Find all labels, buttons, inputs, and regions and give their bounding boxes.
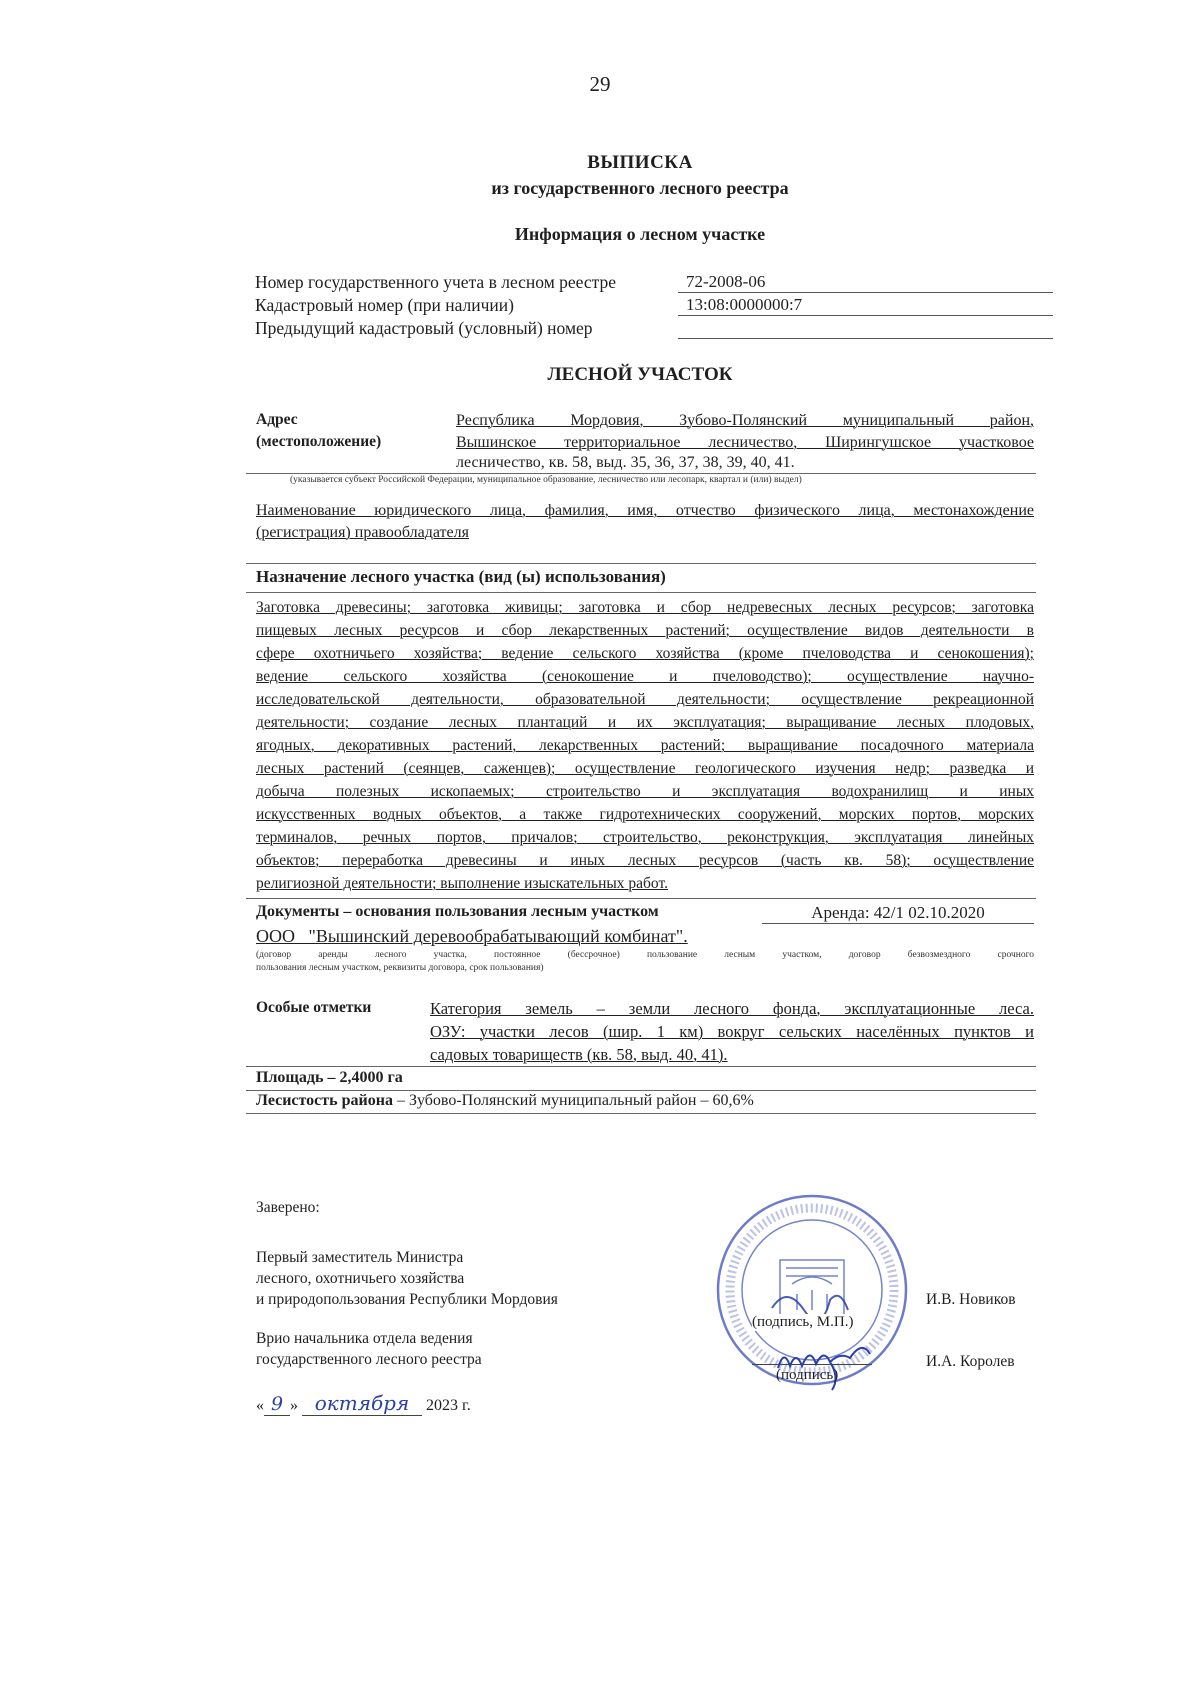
documents-note-line-1: (договор аренды лесного участка, постоянное (бессрочное) пользование лесным участком, договор безвозмездного срочного [256,950,1034,960]
documents-note-line-2: пользования лесным участком, реквизиты договора, срок пользования) [256,963,544,973]
section-title: ЛЕСНОЙ УЧАСТОК [547,364,733,385]
purpose-line: исследовательской деятельности, образовательной деятельности; осуществление рекреационной [256,691,1034,708]
forest-cover-value: – Зубово-Полянский муниципальный район – 60,6% [392,1092,754,1109]
address-line-2: Вышинское территориальное лесничество, Ширингушское участковое [456,434,1034,451]
account-number-label: Номер государственного учета в лесном реестре [255,272,617,292]
prev-cadastral-value [678,318,686,337]
date-month: октября [302,1391,422,1416]
purpose-line: сфере охотничьего хозяйства; ведение сельского хозяйства (кроме пчеловодства и сенокошения); [256,645,1034,662]
signature-caption-1: (подпись, М.П.) [752,1314,854,1330]
address-label: Адрес [256,411,298,428]
address-note: (указывается субъект Российской Федерации, муниципальное образование, лесничество или лесопарк, квартал и (или) выдел) [290,475,802,485]
special-marks-line-2: ОЗУ: участки лесов (шир. 1 км) вокруг сельских населённых пунктов и [430,1022,1034,1041]
area-divider [246,1090,1036,1091]
official1-name: И.В. Новиков [926,1291,1016,1308]
purpose-line: ведение сельского хозяйства (сенокошение и пчеловодство); осуществление научно- [256,668,1034,685]
purpose-heading: Назначение лесного участка (вид (ы) использования) [256,567,666,586]
address-line-3: лесничество, кв. 58, выд. 35, 36, 37, 38, 39, 40, 41. [456,454,795,471]
address-sublabel: (местоположение) [256,433,382,450]
forest-cover [256,1092,754,1110]
info-heading: Информация о лесном участке [514,224,766,244]
official1-title-line-1: Первый заместитель Министра [256,1249,464,1266]
rightholder-line-1: Наименование юридического лица, фамилия, имя, отчество физического лица, местонахождение [256,502,1034,519]
forest-cover-divider [246,1113,1036,1114]
address-line-1: Республика Мордовия, Зубово-Полянский муниципальный район, [456,412,1034,429]
cadastral-number-field [678,295,1053,316]
rightholder-divider [246,563,1036,564]
special-divider [246,1066,1036,1067]
special-marks-label: Особые отметки [256,999,372,1016]
date-open-quote: « [256,1397,264,1414]
certification-date [256,1391,471,1416]
lessee-company: ООО "Вышинский деревообрабатывающий комбинат". [256,926,688,946]
certified-label: Заверено: [256,1199,320,1216]
document-subtitle: из государственного лесного реестра [491,178,789,198]
date-year: 2023 г. [426,1397,471,1414]
rightholder-line-2: (регистрация) правообладателя [256,524,469,541]
purpose-line: религиозной деятельности; выполнение изыскательных работ. [256,875,668,892]
address-divider [246,473,1036,474]
cadastral-number-value: 13:08:0000000:7 [686,295,803,314]
purpose-line: искусственных водных объектов, а также гидротехнических сооружений, морских портов, морских [256,806,1034,823]
lease-reference: Аренда: 42/1 02.10.2020 [762,903,1034,924]
purpose-line: терминалов, речных портов, причалов; строительство, реконструкция, эксплуатация линейных [256,829,1034,846]
date-close-quote: » [290,1397,298,1414]
official2-name: И.А. Королев [926,1353,1015,1370]
purpose-line: лесных растений (сеянцев, саженцев); осуществление геологического изучения недр; разведка и [256,760,1034,777]
page-number: 29 [589,72,611,96]
document-title: ВЫПИСКА [587,152,693,173]
date-day: 9 [264,1393,290,1416]
official2-title-line-1: Врио начальника отдела ведения [256,1330,473,1347]
purpose-line: деятельности; создание лесных плантаций и их эксплуатация; выращивание лесных плодовых, [256,714,1034,731]
signature-caption-2: (подпись) [776,1367,839,1383]
purpose-text [256,596,1034,895]
purpose-line: Заготовка древесины; заготовка живицы; заготовка и сбор недревесных лесных ресурсов; заготовка [256,599,1034,616]
documents-heading: Документы – основания пользования лесным участком [256,903,659,920]
prev-cadastral-label: Предыдущий кадастровый (условный) номер [255,318,593,338]
cadastral-number-label: Кадастровый номер (при наличии) [255,295,514,315]
forest-cover-label: Лесистость района [256,1092,393,1109]
official2-title-line-2: государственного лесного реестра [256,1351,482,1368]
purpose-line: пищевых лесных ресурсов и сбор лекарственных растений; осуществление видов деятельности в [256,622,1034,639]
official1-title-line-3: и природопользования Республики Мордовия [256,1291,558,1308]
purpose-divider [246,592,1036,593]
special-marks-line-3: садовых товариществ (кв. 58, выд. 40, 41). [430,1045,728,1064]
purpose-line: ягодных, декоративных растений, лекарственных растений; выращивание посадочного материала [256,737,1034,754]
area-value: Площадь – 2,4000 га [256,1069,403,1086]
prev-cadastral-field [678,318,1053,339]
purpose-end-divider [246,898,1036,899]
account-number-value: 72-2008-06 [686,272,766,291]
account-number-field [678,272,1053,293]
official1-title-line-2: лесного, охотничьего хозяйства [256,1270,465,1287]
purpose-line: объектов; переработка древесины и иных лесных ресурсов (часть кв. 58); осуществление [256,852,1034,869]
purpose-line: добыча полезных ископаемых; строительство и эксплуатация водохранилищ и иных [256,783,1034,800]
special-marks-line-1: Категория земель – земли лесного фонда, эксплуатационные леса. [430,999,1034,1018]
